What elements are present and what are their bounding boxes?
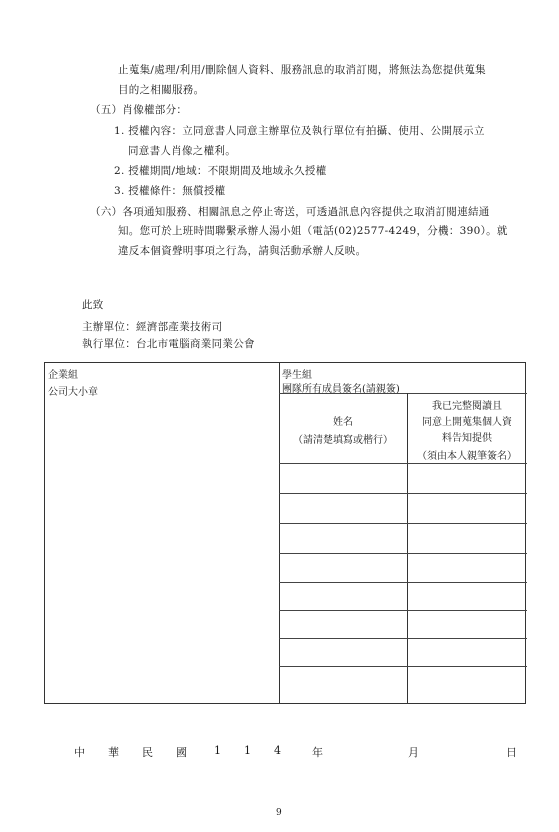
enterprise-group-label: 企業組 [48,370,78,381]
signature-row [279,666,527,667]
signature-row [279,638,527,639]
signature-row [279,523,527,524]
consent-header-line-2: 同意上開蒐集個人資 [422,417,512,428]
page-number: 9 [276,808,283,818]
team-signature-label: 團隊所有成員簽名(請親簽) [282,384,400,395]
body-line-2: 目的之相關服務。 [118,84,205,96]
section-5-item-1b: 同意書人肖像之權利。 [128,145,236,157]
section-6-line-c: 違反本個資聲明事項之行為，請與活動承辦人反映。 [118,245,367,257]
section-5-item-3: 3. 授權條件：無償授權 [114,185,226,197]
date-char-hua: 華 [108,746,119,759]
body-line-1: 止蒐集/處理/利用/刪除個人資料、服務訊息的取消訂閱，將無法為您提供蒐集 [118,64,486,76]
header-bottom-line [279,463,527,464]
section-5-heading: （五）肖像權部分： [90,104,188,116]
signature-row [279,582,527,583]
signature-row [279,610,527,611]
name-column-note: （請清楚填寫或楷行） [293,435,393,446]
subtable-top-line [279,393,527,394]
section-6-line-b: 知。您可於上班時間聯繫承辦人湯小姐（電話(02)2577-4249，分機：390）。就 [118,225,508,237]
name-column-header: 姓名 [333,417,353,428]
year-digit-2: 1 [244,744,251,757]
company-seal-label: 公司大小章 [48,387,98,398]
signature-row [279,553,527,554]
day-label: 日 [506,746,517,759]
date-char-guo: 國 [176,746,187,759]
student-group-label: 學生組 [282,370,312,381]
date-char-zhong: 中 [74,746,85,759]
section-5-item-1a: 1. 授權內容：立同意書人同意主辦單位及執行單位有拍攝、使用、公開展示立 [114,125,485,137]
month-label: 月 [408,746,419,759]
closing-greeting: 此致 [82,299,104,311]
consent-header-note: （須由本人親筆簽名） [417,451,517,462]
consent-header-line-3: 料告知提供 [442,433,492,444]
year-digit-3: 4 [274,744,281,757]
year-label: 年 [312,746,323,759]
organizer-line: 主辦單位：經濟部產業技術司 [82,321,223,333]
signature-row [279,493,527,494]
signature-table [44,362,526,704]
date-char-min: 民 [142,746,153,759]
section-5-item-2: 2. 授權期間/地域：不限期間及地域永久授權 [114,165,327,177]
year-digit-1: 1 [214,744,221,757]
consent-header-line-1: 我已完整閱讀且 [432,401,502,412]
section-6-line-a: （六）各項通知服務、相關訊息之停止寄送，可透過訊息內容提供之取消訂閱連結通 [90,206,490,218]
executor-line: 執行單位：台北市電腦商業同業公會 [82,338,255,350]
